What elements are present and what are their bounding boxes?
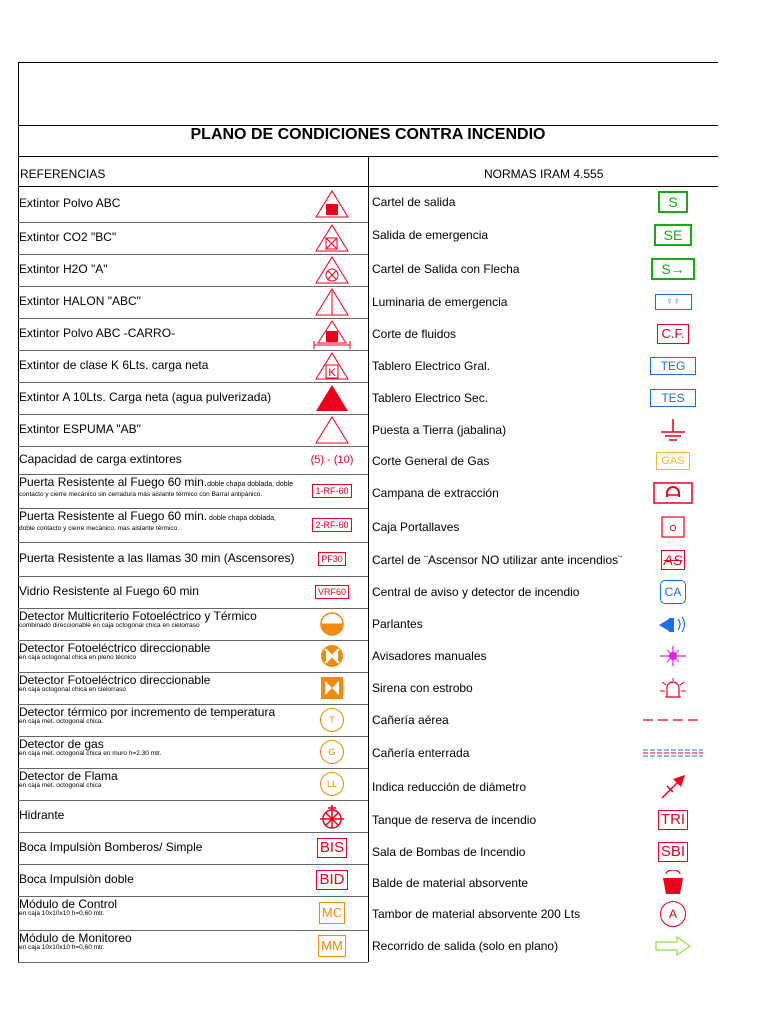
right-row (368, 510, 718, 544)
page-title: PLANO DE CONDICIONES CONTRA INCENDIO (190, 126, 546, 143)
symbol-label: TES (650, 389, 695, 407)
left-row-title (19, 898, 314, 910)
left-row-title-text: Detector Multicriterio Fotoeléctrico y Térmico (19, 609, 257, 623)
left-row (18, 736, 368, 769)
left-row-label (19, 873, 134, 885)
bowtie-circle-icon (319, 643, 345, 669)
right-row-symbol (638, 576, 708, 608)
right-row-label: Sirena con estrobo (372, 681, 473, 695)
left-row-title (19, 295, 141, 307)
left-row-title (19, 841, 202, 853)
left-row-subtext: en caja met. octogonal chica (19, 782, 102, 789)
right-row (368, 218, 718, 252)
right-row (368, 836, 718, 868)
left-row-title (19, 391, 271, 403)
left-row (18, 350, 368, 383)
header-referencias: REFERENCIAS (20, 167, 106, 181)
left-row-label (19, 898, 314, 917)
left-row-label (19, 770, 314, 789)
left-row-title (19, 932, 314, 944)
symbol-label: MC (319, 902, 345, 924)
symbol-label: ♀♀ (655, 294, 692, 310)
right-row-label: Corte de fluidos (372, 327, 457, 341)
right-row (368, 382, 718, 414)
right-row (368, 868, 718, 898)
left-row-label (19, 585, 199, 597)
left-row-title-text: Boca Impulsiòn doble (19, 872, 134, 886)
left-row-symbol (310, 318, 354, 350)
right-row (368, 286, 718, 318)
double-dashed-line-icon (643, 747, 703, 759)
right-row-symbol (638, 868, 708, 898)
left-row-label (19, 197, 120, 209)
left-row-title (19, 327, 175, 339)
left-row-symbol (310, 800, 354, 832)
left-row-subtext: en caja 10x10x10 h=0,60 mtr. (19, 910, 105, 917)
right-row-label: Tablero Electrico Sec. (372, 391, 489, 405)
right-row-label: Central de aviso y detector de incendio (372, 585, 580, 599)
right-row-label: Cañería enterrada (372, 746, 470, 760)
right-row (368, 898, 718, 930)
left-row (18, 672, 368, 705)
left-row-symbol (310, 474, 354, 508)
left-row-label (19, 738, 314, 757)
left-row-symbol (310, 542, 354, 576)
left-row-title (19, 453, 182, 465)
right-row-symbol (638, 804, 708, 836)
left-row-title (19, 585, 199, 597)
right-row-label: Corte General de Gas (372, 454, 490, 468)
left-row-symbol (310, 736, 354, 768)
right-row-label: Balde de material absorvente (372, 876, 529, 890)
drum-letter: A (668, 907, 677, 921)
detector-circle-icon (320, 772, 344, 796)
left-row-title (19, 642, 314, 654)
left-row-title-text: Detector de Flama (19, 769, 118, 783)
right-row-symbol (638, 446, 708, 476)
symbol-label: SE (654, 224, 693, 246)
left-row-symbol (310, 508, 354, 542)
left-row-label (19, 231, 116, 243)
left-row-symbol (310, 222, 354, 254)
symbol-label: 2-RF-60 (312, 518, 351, 532)
left-row-subtext: en caja met. octogonal chica en muro h=2.30 mtr. (19, 750, 162, 757)
symbol-label: SBI (658, 842, 688, 862)
detector-circle-icon (320, 708, 344, 732)
left-row-label (19, 391, 271, 403)
left-row (18, 930, 368, 963)
left-row (18, 864, 368, 897)
triangle-outline-icon (315, 415, 349, 445)
right-row-label: Parlantes (372, 617, 423, 631)
left-row-symbol (310, 704, 354, 736)
right-row-label: Campana de extracción (372, 486, 499, 500)
right-row-symbol (638, 318, 708, 350)
left-row-title-text: Extintor H2O "A" (19, 262, 108, 276)
right-row-symbol (638, 836, 708, 868)
left-row (18, 832, 368, 865)
left-row-title (19, 770, 314, 782)
left-row (18, 704, 368, 737)
ground-icon (658, 417, 688, 443)
symbol-label: GAS (656, 452, 689, 470)
left-row-title-text: Detector de gas (19, 737, 104, 751)
right-row-symbol (638, 704, 708, 736)
left-row-label (19, 841, 202, 853)
left-row-title-text: Boca Impulsiòn Bomberos/ Simple (19, 840, 203, 854)
right-row-symbol (638, 930, 708, 962)
right-row-symbol (638, 476, 708, 510)
left-row-title (19, 552, 294, 564)
right-row-symbol (638, 252, 708, 286)
right-row (368, 576, 718, 608)
right-row-label: Cartel de Salida con Flecha (372, 262, 520, 276)
left-row (18, 896, 368, 931)
left-row-label (19, 706, 314, 725)
left-row-title (19, 610, 314, 622)
left-row-title-text: Puerta Resistente al Fuego 60 min. (19, 475, 208, 489)
left-row-title (19, 706, 314, 718)
left-row-title-text: Extintor Polvo ABC -CARRO- (19, 326, 176, 340)
triangle-solid-icon (315, 383, 349, 413)
left-row-title (19, 738, 314, 750)
header-normas: NORMAS IRAM 4.555 (484, 167, 604, 181)
left-row-title-text: Puerta Resistente a las llamas 30 min (Ascensores) (19, 551, 295, 565)
hood-icon (653, 482, 693, 504)
left-row-subtext: en caja octogonal chica en pleno técnico (19, 654, 137, 661)
left-row-title (19, 809, 64, 821)
triangle-x-circle-icon (315, 255, 349, 285)
key-box-icon (661, 516, 685, 538)
dashed-line-icon (643, 715, 703, 725)
right-row (368, 804, 718, 836)
left-row-label (19, 510, 314, 532)
manual-alarm-icon (658, 645, 688, 667)
left-row-title (19, 359, 208, 371)
left-row-subtext: en caja met. octogonal chica. (19, 718, 104, 725)
left-row-subtext: en caja octogonal chica en cielorraso (19, 686, 126, 693)
right-row (368, 252, 718, 286)
left-row-title (19, 873, 134, 885)
detector-letter: T (329, 715, 335, 725)
left-row-title-text: Extintor de clase K 6Lts. carga neta (19, 358, 209, 372)
detector-letter: LL (326, 779, 337, 789)
left-row (18, 640, 368, 673)
left-row-symbol (310, 768, 354, 800)
symbol-label: TEG (650, 357, 697, 375)
right-row-symbol (638, 770, 708, 804)
symbol-label: AS (661, 550, 686, 570)
left-row-symbol (310, 672, 354, 704)
right-row-label: Tambor de material absorvente 200 Lts (372, 907, 581, 921)
left-row-title-text: Extintor ESPUMA "AB" (19, 422, 141, 436)
right-row (368, 608, 718, 640)
left-row-label (19, 610, 314, 629)
triangle-line-icon (315, 287, 349, 317)
symbol-label: VRF60 (315, 585, 349, 599)
left-row-title-text: Detector Fotoeléctrico direccionable (19, 641, 211, 655)
right-row-symbol (638, 350, 708, 382)
right-row-symbol (638, 510, 708, 544)
right-row-label: Cartel de ¨Ascensor NO utilizar ante incendios¨ (372, 553, 623, 567)
left-row-inline-note: doble chapa doblada, doble (207, 481, 294, 488)
left-row-symbol (310, 186, 354, 222)
symbol-label: PF30 (318, 552, 346, 566)
left-row-title-text: Hidrante (19, 808, 65, 822)
k-letter: K (328, 367, 336, 379)
left-row-label (19, 476, 314, 498)
right-row (368, 672, 718, 704)
left-row (18, 382, 368, 415)
left-row-label (19, 642, 314, 661)
siren-icon (658, 677, 688, 699)
symbol-label: MM (318, 935, 346, 957)
left-row-title-text: Capacidad de carga extintores (19, 452, 182, 466)
symbol-label: S→ (651, 258, 694, 280)
left-row-title (19, 510, 314, 525)
left-row-label (19, 809, 64, 821)
left-row-subtext: contacto y cierre mecánico sin cerradura más aislante térmico con Barral antipánico. (19, 491, 263, 498)
left-row-symbol (310, 832, 354, 864)
right-row (368, 544, 718, 576)
left-row-symbol (310, 864, 354, 896)
left-row-symbol (302, 446, 362, 474)
right-row-label: Caja Portallaves (372, 520, 460, 534)
drum-circle-icon (660, 901, 686, 927)
right-row-label: Puesta a Tierra (jabalina) (372, 423, 507, 437)
right-row-label: Tablero Electrico Gral. (372, 359, 491, 373)
left-row-symbol (310, 576, 354, 608)
left-row-title (19, 231, 116, 243)
left-row (18, 254, 368, 287)
left-row-label (19, 359, 208, 371)
symbol-label: CA (660, 580, 687, 604)
left-row-symbol (310, 382, 354, 414)
right-row-label: Cartel de salida (372, 195, 456, 209)
right-row (368, 318, 718, 350)
left-row (18, 286, 368, 319)
green-arrow-icon (655, 936, 691, 956)
left-row-label (19, 453, 182, 465)
border-top (18, 62, 718, 63)
arrow-reduction-icon (659, 774, 687, 800)
left-row-label (19, 932, 314, 951)
left-row-title-text: Detector Fotoeléctrico direccionable (19, 673, 211, 687)
symbol-label: 1-RF-60 (312, 484, 351, 498)
left-row (18, 446, 368, 475)
right-row-symbol (638, 414, 708, 446)
right-row (368, 736, 718, 770)
left-row (18, 608, 368, 641)
symbol-label: S (658, 191, 687, 213)
legend-sheet (18, 62, 718, 962)
left-row-subtext: doble contacto y cierre mecánico. mas aislante térmico. (19, 525, 180, 532)
detector-circle-icon (320, 740, 344, 764)
right-row-symbol (638, 608, 708, 640)
right-row-label: Cañería aérea (372, 713, 449, 727)
right-row-symbol (638, 640, 708, 672)
right-row (368, 350, 718, 382)
left-row-label (19, 423, 141, 435)
right-row (368, 930, 718, 962)
left-row-title (19, 263, 108, 275)
left-row-title-text: Detector térmico por incremento de temperatura (19, 705, 276, 719)
left-row (18, 576, 368, 609)
left-row-title (19, 423, 141, 435)
triangle-cart-icon (312, 319, 352, 349)
right-row-symbol (638, 544, 708, 576)
left-row (18, 414, 368, 447)
right-row-label: Recorrido de salida (solo en plano) (372, 939, 559, 953)
right-row-symbol (638, 186, 708, 218)
left-row-label (19, 295, 141, 307)
left-row (18, 318, 368, 351)
right-row (368, 414, 718, 446)
bowtie-square-icon (319, 675, 345, 701)
right-row (368, 446, 718, 476)
right-row-label: Tanque de reserva de incendio (372, 813, 537, 827)
left-row-label (19, 263, 108, 275)
symbol-label: BIS (317, 838, 347, 858)
left-row (18, 508, 368, 543)
left-row-symbol (310, 640, 354, 672)
left-row-label (19, 327, 175, 339)
left-row (18, 222, 368, 255)
left-row (18, 800, 368, 833)
left-row-symbol (310, 930, 354, 962)
right-row-label: Luminaria de emergencia (372, 295, 508, 309)
left-row-symbol (310, 254, 354, 286)
right-row-label: Avisadores manuales (372, 649, 487, 663)
speaker-icon (655, 613, 691, 635)
bucket-icon (660, 870, 686, 896)
left-row-title-text: Vidrio Resistente al Fuego 60 min (19, 584, 199, 598)
capacity-text: (5) - (10) (310, 454, 354, 466)
left-row-symbol (310, 608, 354, 640)
left-row (18, 768, 368, 801)
right-row-symbol (638, 898, 708, 930)
left-row-title-text: Extintor HALON "ABC" (19, 294, 141, 308)
right-row (368, 186, 718, 218)
hydrant-icon (317, 803, 347, 829)
symbol-label: C.F. (657, 324, 688, 344)
left-row-subtext: combinado direccionable en caja octogonal chica en cielorraso (19, 622, 200, 629)
triangle-x-square-icon (315, 223, 349, 253)
left-row-symbol (310, 896, 354, 930)
left-row-title-text: Módulo de Control (19, 897, 118, 911)
right-row-symbol (638, 672, 708, 704)
right-row-label: Indica reducción de diámetro (372, 780, 527, 794)
left-row-symbol (310, 350, 354, 382)
left-row-title-text: Extintor A 10Lts. Carga neta (agua pulverizada) (19, 390, 272, 404)
right-row (368, 770, 718, 804)
left-row-title-text: Puerta Resistente al Fuego 60 min. (19, 509, 208, 523)
left-row (18, 186, 368, 223)
right-row-label: Salida de emergencia (372, 228, 489, 242)
left-row-title (19, 197, 120, 209)
right-row (368, 476, 718, 510)
left-row (18, 474, 368, 509)
right-row-symbol (638, 736, 708, 770)
triangle-filled-square-icon (315, 189, 349, 219)
left-row-subtext: en caja 10x10x10 h=0,60 mtr. (19, 944, 105, 951)
left-row-title (19, 476, 314, 491)
half-circle-icon (319, 611, 345, 637)
right-row-symbol (638, 286, 708, 318)
left-row-title (19, 674, 314, 686)
triangle-k-icon (315, 351, 349, 381)
right-row (368, 640, 718, 672)
right-row-label: Sala de Bombas de Incendio (372, 845, 526, 859)
right-row-symbol (638, 218, 708, 252)
left-row-title-text: Módulo de Monitoreo (19, 931, 132, 945)
left-row-label (19, 552, 294, 564)
symbol-label: TRI (658, 810, 688, 830)
left-row-symbol (310, 286, 354, 318)
left-row-label (19, 674, 314, 693)
symbol-label: BID (316, 870, 347, 890)
left-row-symbol (310, 414, 354, 446)
left-row (18, 542, 368, 577)
right-row-symbol (638, 382, 708, 414)
detector-letter: G (328, 747, 336, 757)
left-row-title-text: Extintor Polvo ABC (19, 196, 121, 210)
left-row-inline-note: doble chapa doblada, (207, 515, 277, 522)
right-row (368, 704, 718, 736)
left-row-title-text: Extintor CO2 "BC" (19, 230, 117, 244)
